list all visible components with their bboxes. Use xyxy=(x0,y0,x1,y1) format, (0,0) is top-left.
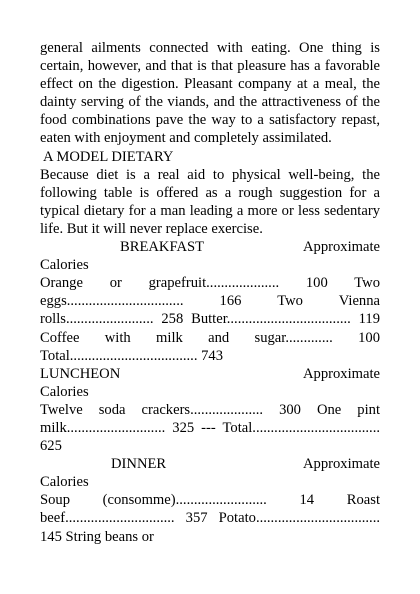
intro-paragraph: general ailments connected with eating. One thing is certain, however, and that is that pleasure has a favorable effect on the digestion. Pleasant company at a meal, the dainty serving of the viands, and the attractiveness of the food combinations pave the way to a satisfactory repast, eaten with enjoyment and completely assimilated. xyxy=(40,40,380,147)
diet-paragraph: Because diet is a real aid to physical well-being, the following table is offered as a rough suggestion for a typical dietary for a man leading a more or less sedentary life. But it will never replace exercise. xyxy=(40,166,380,237)
breakfast-items: Orange or grapefruit.................... 100 Two eggs................................ 166 Two Vienna rolls........................ 258 Butter.................................. 119 Coffee with milk and sugar............. 100 Total................................... 743 xyxy=(40,275,380,364)
dinner-title: DINNER xyxy=(111,456,167,473)
dinner-header xyxy=(40,455,380,473)
luncheon-title: LUNCHEON xyxy=(40,365,121,382)
luncheon-items: Twelve soda crackers.................... 300 One pint milk........................... 325 --- Total................................... 625 xyxy=(40,401,380,455)
luncheon-approximate-label: Approximate xyxy=(302,365,380,382)
breakfast-title: BREAKFAST xyxy=(120,239,205,256)
dinner-approximate-label: Approximate xyxy=(302,456,380,473)
section-heading: A MODEL DIETARY xyxy=(43,148,174,165)
luncheon-calories-label: Calories xyxy=(40,383,89,400)
dinner-calories-label: Calories xyxy=(40,474,89,491)
breakfast-approximate-label: Approximate xyxy=(302,239,380,256)
dinner-items: Soup (consomme)......................... 14 Roast beef.............................. 357 Potato.................................. 145 String beans or xyxy=(40,492,380,545)
breakfast-calories-label: Calories xyxy=(40,257,89,274)
luncheon-header xyxy=(40,365,380,383)
breakfast-header xyxy=(40,238,380,256)
document-page xyxy=(40,39,380,546)
